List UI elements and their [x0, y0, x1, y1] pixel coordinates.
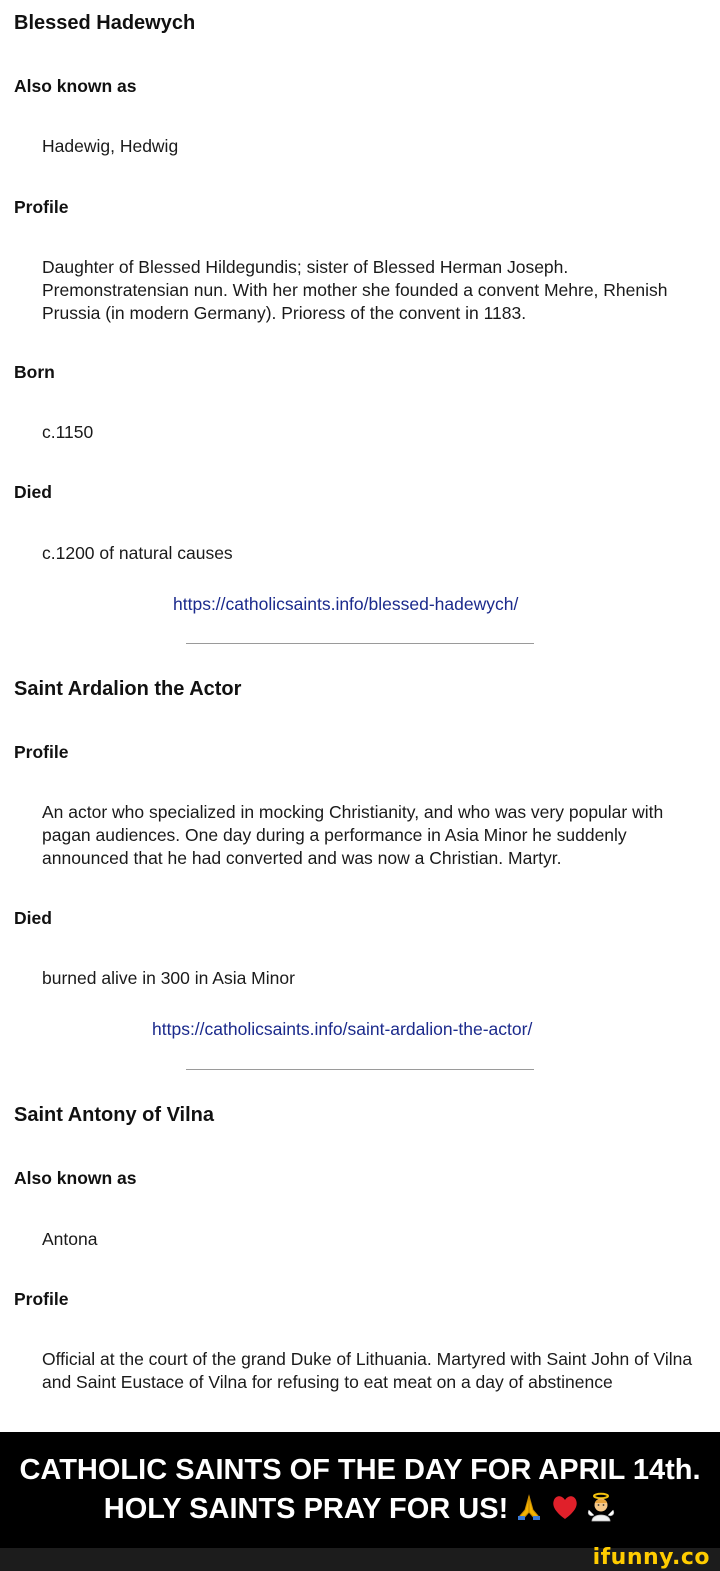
profile-label: Profile	[14, 1289, 69, 1309]
entry-title: Saint Antony of Vilna	[14, 1104, 215, 1126]
also-known-as-value: Antona	[42, 1229, 98, 1249]
died-label: Died	[14, 908, 52, 928]
died-label: Died	[14, 482, 52, 502]
banner-line-2: HOLY SAINTS PRAY FOR US!	[103, 1493, 509, 1525]
caption-banner	[0, 1432, 720, 1548]
entry-title: Blessed Hadewych	[14, 12, 196, 34]
source-link[interactable]: https://catholicsaints.info/blessed-hadewych/	[173, 594, 519, 614]
died-value: burned alive in 300 in Asia Minor	[42, 968, 295, 988]
born-value: c.1150	[42, 422, 94, 442]
red-heart-icon	[550, 1492, 580, 1522]
entry-title: Saint Ardalion the Actor	[14, 678, 242, 700]
born-label: Born	[14, 362, 55, 382]
also-known-as-label: Also known as	[14, 1168, 137, 1188]
profile-text: An actor who specialized in mocking Christianity, and who was very popular with pagan audiences. One day during a performance in Asia Minor he suddenly announced that he had converted and was now a Christian. Martyr.	[42, 802, 664, 868]
divider	[186, 1069, 534, 1070]
folded-hands-icon	[514, 1492, 544, 1522]
died-value: c.1200 of natural causes	[42, 543, 233, 563]
banner-line-1: CATHOLIC SAINTS OF THE DAY FOR APRIL 14th.	[19, 1454, 701, 1486]
baby-angel-icon	[586, 1492, 616, 1522]
profile-text: Official at the court of the grand Duke of Lithuania. Martyred with Saint John of Vilna and Saint Eustace of Vilna for refusing to eat meat on a day of abstinence	[42, 1349, 693, 1392]
source-link[interactable]: https://catholicsaints.info/saint-ardalion-the-actor/	[152, 1019, 533, 1039]
ifunny-logo: ifunny.co	[592, 1545, 710, 1570]
also-known-as-value: Hadewig, Hedwig	[42, 136, 179, 156]
banner-line-2-row	[0, 1492, 720, 1526]
watermark-bar	[0, 1545, 720, 1571]
profile-text: Daughter of Blessed Hildegundis; sister of Blessed Herman Joseph. Premonstratensian nun. With her mother she founded a convent Mehre, Rhenish Prussia (in modern Germany). Prioress of the convent in 1183.	[42, 257, 668, 323]
profile-label: Profile	[14, 197, 69, 217]
divider	[186, 643, 534, 644]
also-known-as-label: Also known as	[14, 76, 137, 96]
profile-label: Profile	[14, 742, 69, 762]
